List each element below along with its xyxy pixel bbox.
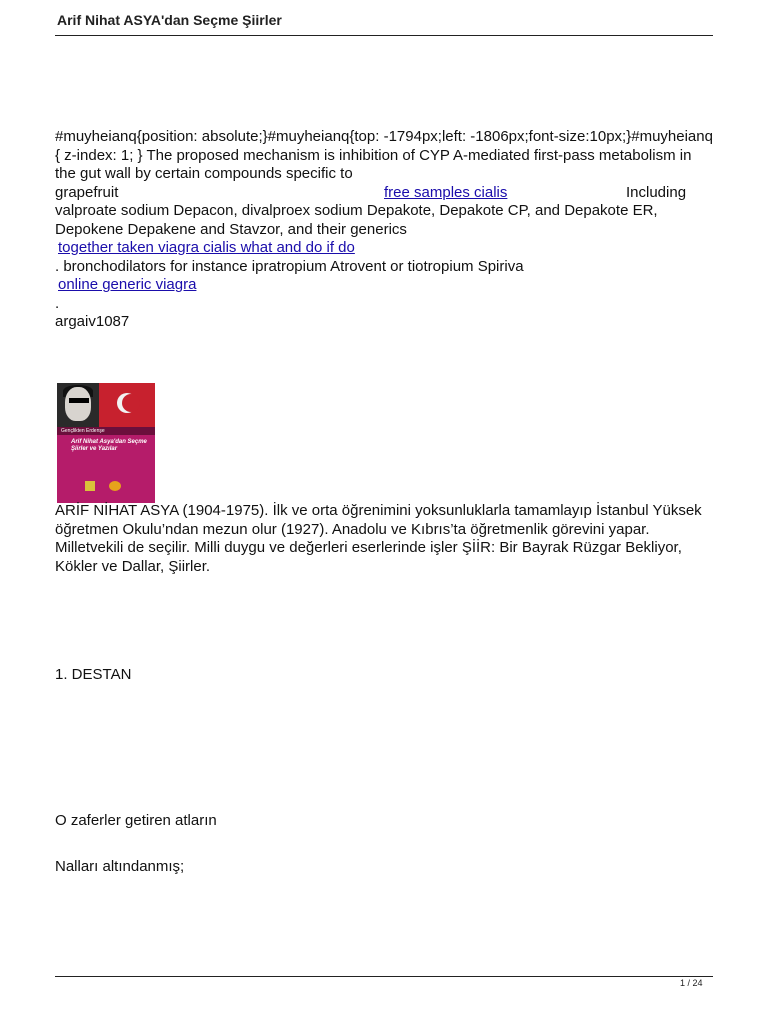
spam-dot: . bbox=[55, 294, 60, 312]
footer-divider bbox=[55, 976, 713, 977]
page-title: Arif Nihat ASYA'dan Seçme Şiirler bbox=[57, 12, 282, 28]
author-bio: ARİF NİHAT ASYA (1904-1975). İlk ve orta öğrenimini yoksunluklarla tamamlayıp İstanbul Yüksek öğretmen Okulu’ndan mezun olur (1927). Anadolu ve Kıbrıs’ta öğretmenlik görevini yapar. Milletvekili de seçilir. Milli duygu ve değerleri eserlerinde işler ŞİİR: Bir Bayrak Rüzgar Bekliyor, Kökler ve Dallar, Şiirler. bbox=[55, 502, 702, 575]
free-samples-cialis-link[interactable]: free samples cialis bbox=[384, 183, 508, 201]
badge-icon bbox=[109, 481, 121, 491]
poem-line: O zaferler getiren atların bbox=[55, 812, 217, 829]
poem-heading: 1. DESTAN bbox=[55, 666, 132, 683]
spam-paragraph bbox=[55, 128, 715, 332]
author-photo bbox=[57, 383, 155, 427]
publisher-logo-icon bbox=[85, 481, 95, 491]
spam-after-link2-text: . bronchodilators for instance ipratropium Atrovent or tiotropium Spiriva bbox=[55, 257, 524, 275]
spam-code: argaiv1087 bbox=[55, 313, 130, 330]
spam-after-link1-text: Including valproate sodium Depacon, divalproex sodium Depakote, Depakote CP, and Depakote ER, Depokene Depakene and Stavzor, and their generics bbox=[55, 183, 687, 238]
grapefruit-word: grapefruit bbox=[55, 183, 119, 201]
book-publisher: Gençlikten Erdenşe bbox=[61, 428, 105, 434]
poem-line: Nalları altındanmış; bbox=[55, 858, 185, 875]
spam-intro-text: #muyheianq{position: absolute;}#muyheianq{top: -1794px;left: -1806px;font-size:10px;}#muyheianq { z-index: 1; } The proposed mechanism is inhibition of CYP A-mediated first-pass metabolism in the gut wall by certain compounds specific to bbox=[55, 128, 713, 182]
together-taken-link[interactable]: together taken viagra cialis what and do if do bbox=[58, 239, 355, 256]
book-title: Arif Nihat Asya'dan Seçme Şiirler ve Yazılar bbox=[71, 439, 147, 452]
book-cover-image bbox=[57, 383, 155, 503]
header-divider bbox=[55, 35, 713, 36]
page-number: 1 / 24 bbox=[680, 978, 703, 988]
online-generic-viagra-link[interactable]: online generic viagra bbox=[58, 276, 197, 293]
